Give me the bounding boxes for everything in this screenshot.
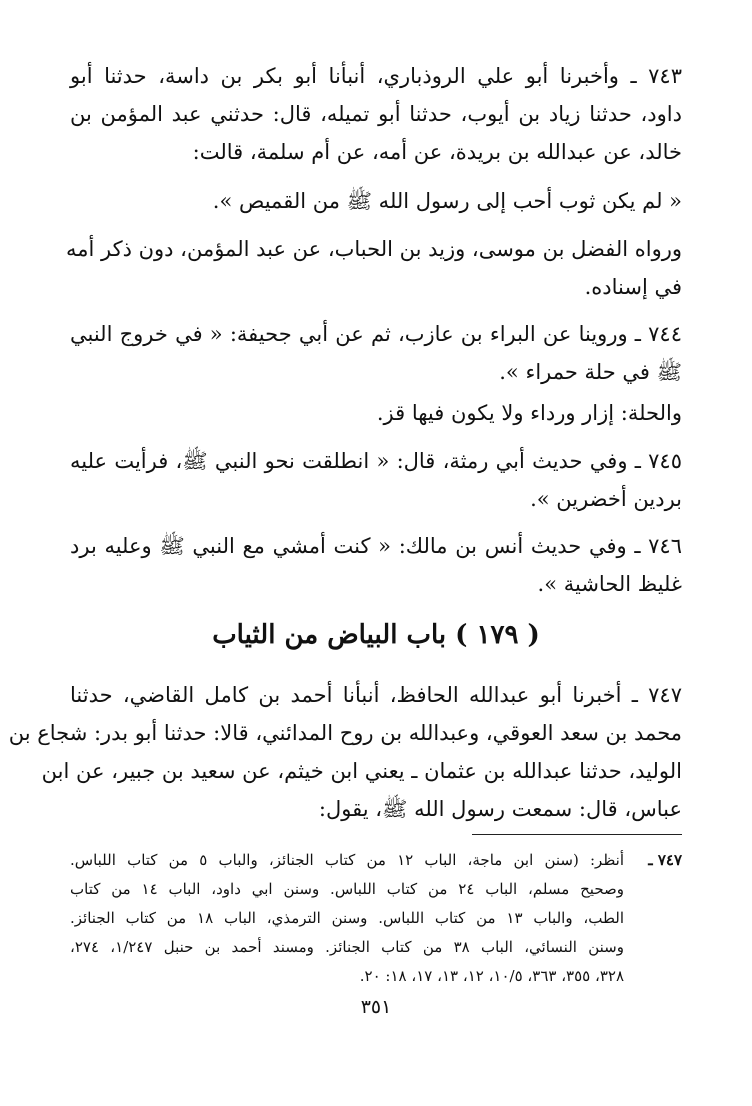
hulla-definition (70, 394, 682, 432)
text-line: ٧٤٣ ـ وأخبرنا أبو علي الروذباري، أنبأنا أبو بكر بن داسة، حدثنا أبو (70, 64, 682, 88)
text-line: ٧٤٦ ـ وفي حديث أنس بن مالك: « كنت أمشي مع النبي ﷺ وعليه برد (70, 534, 682, 558)
text-line: الوليد، حدثنا عبدالله بن عثمان ـ يعني ابن خيثم، عن سعيد بن جبير، عن ابن (41, 759, 682, 783)
text-line: محمد بن سعد العوقي، وعبدالله بن روح المدائني، قالا: حدثنا أبو بدر: شجاع بن (8, 721, 682, 745)
text-line: بردين أخضرين ». (530, 487, 682, 511)
footnote (70, 846, 624, 991)
page-number: ٣٥١ (360, 996, 392, 1018)
footnote-line: أنظر: (سنن ابن ماجة، الباب ١٢ من كتاب الجنائز، والباب ٥ من كتاب اللباس. (70, 851, 624, 869)
footnote-divider (472, 834, 682, 835)
text-line: خالد، عن عبدالله بن بريدة، عن أمه، عن أم سلمة، قالت: (192, 140, 682, 164)
entry-745 (70, 442, 682, 518)
text-line: في إسناده. (584, 275, 682, 299)
footnote-line: ٣٢٨، ٣٥٥، ٣٦٣، ١٠/٥، ١٢، ١٣، ١٧، ١٨: ٢٠. (359, 967, 624, 985)
text-line: عباس، قال: سمعت رسول الله ﷺ، يقول: (318, 797, 682, 821)
entry-743 (70, 57, 682, 171)
text-line: والحلة: إزار ورداء ولا يكون فيها قز. (376, 401, 682, 425)
entry-747 (8, 676, 682, 828)
entry-746 (70, 527, 682, 603)
text-line: ٧٤٥ ـ وفي حديث أبي رمثة، قال: « انطلقت نحو النبي ﷺ، فرأيت عليه (70, 449, 682, 473)
entry-744 (70, 315, 682, 391)
chapter-heading: ( ١٧٩ ) باب البياض من الثياب (212, 620, 540, 650)
footnote-line: وصحيح مسلم، الباب ٢٤ من كتاب اللباس. وسنن ابي داود، الباب ١٤ من كتاب (70, 880, 624, 898)
hadith-text (70, 182, 682, 220)
footnote-number: ٧٤٧ ـ (648, 851, 682, 869)
footnote-line: وسنن النسائي، الباب ٣٨ من كتاب الجنائز. ومسند أحمد بن حنبل ١/٢٤٧، ٢٧٤، (70, 938, 624, 956)
text-line: « لم يكن ثوب أحب إلى رسول الله ﷺ من القميص ». (212, 189, 682, 213)
text-line: ٧٤٤ ـ وروينا عن البراء بن عازب، ثم عن أبي جحيفة: « في خروج النبي (70, 322, 682, 346)
text-line: داود، حدثنا زياد بن أيوب، حدثنا أبو تميله، قال: حدثني عبد المؤمن بن (70, 102, 682, 126)
text-line: ورواه الفضل بن موسى، وزيد بن الحباب، عن عبد المؤمن، دون ذكر أمه (65, 237, 682, 261)
text-line: ﷺ في حلة حمراء ». (499, 360, 682, 384)
footnote-line: الطب، والباب ١٣ من كتاب اللباس. وسنن الترمذي، الباب ١٨ من كتاب الجنائز. (70, 909, 624, 927)
narration-note (65, 230, 682, 306)
text-line: غليظ الحاشية ». (537, 572, 682, 596)
text-line: ٧٤٧ ـ أخبرنا أبو عبدالله الحافظ، أنبأنا أحمد بن كامل القاضي، حدثنا (70, 683, 682, 707)
